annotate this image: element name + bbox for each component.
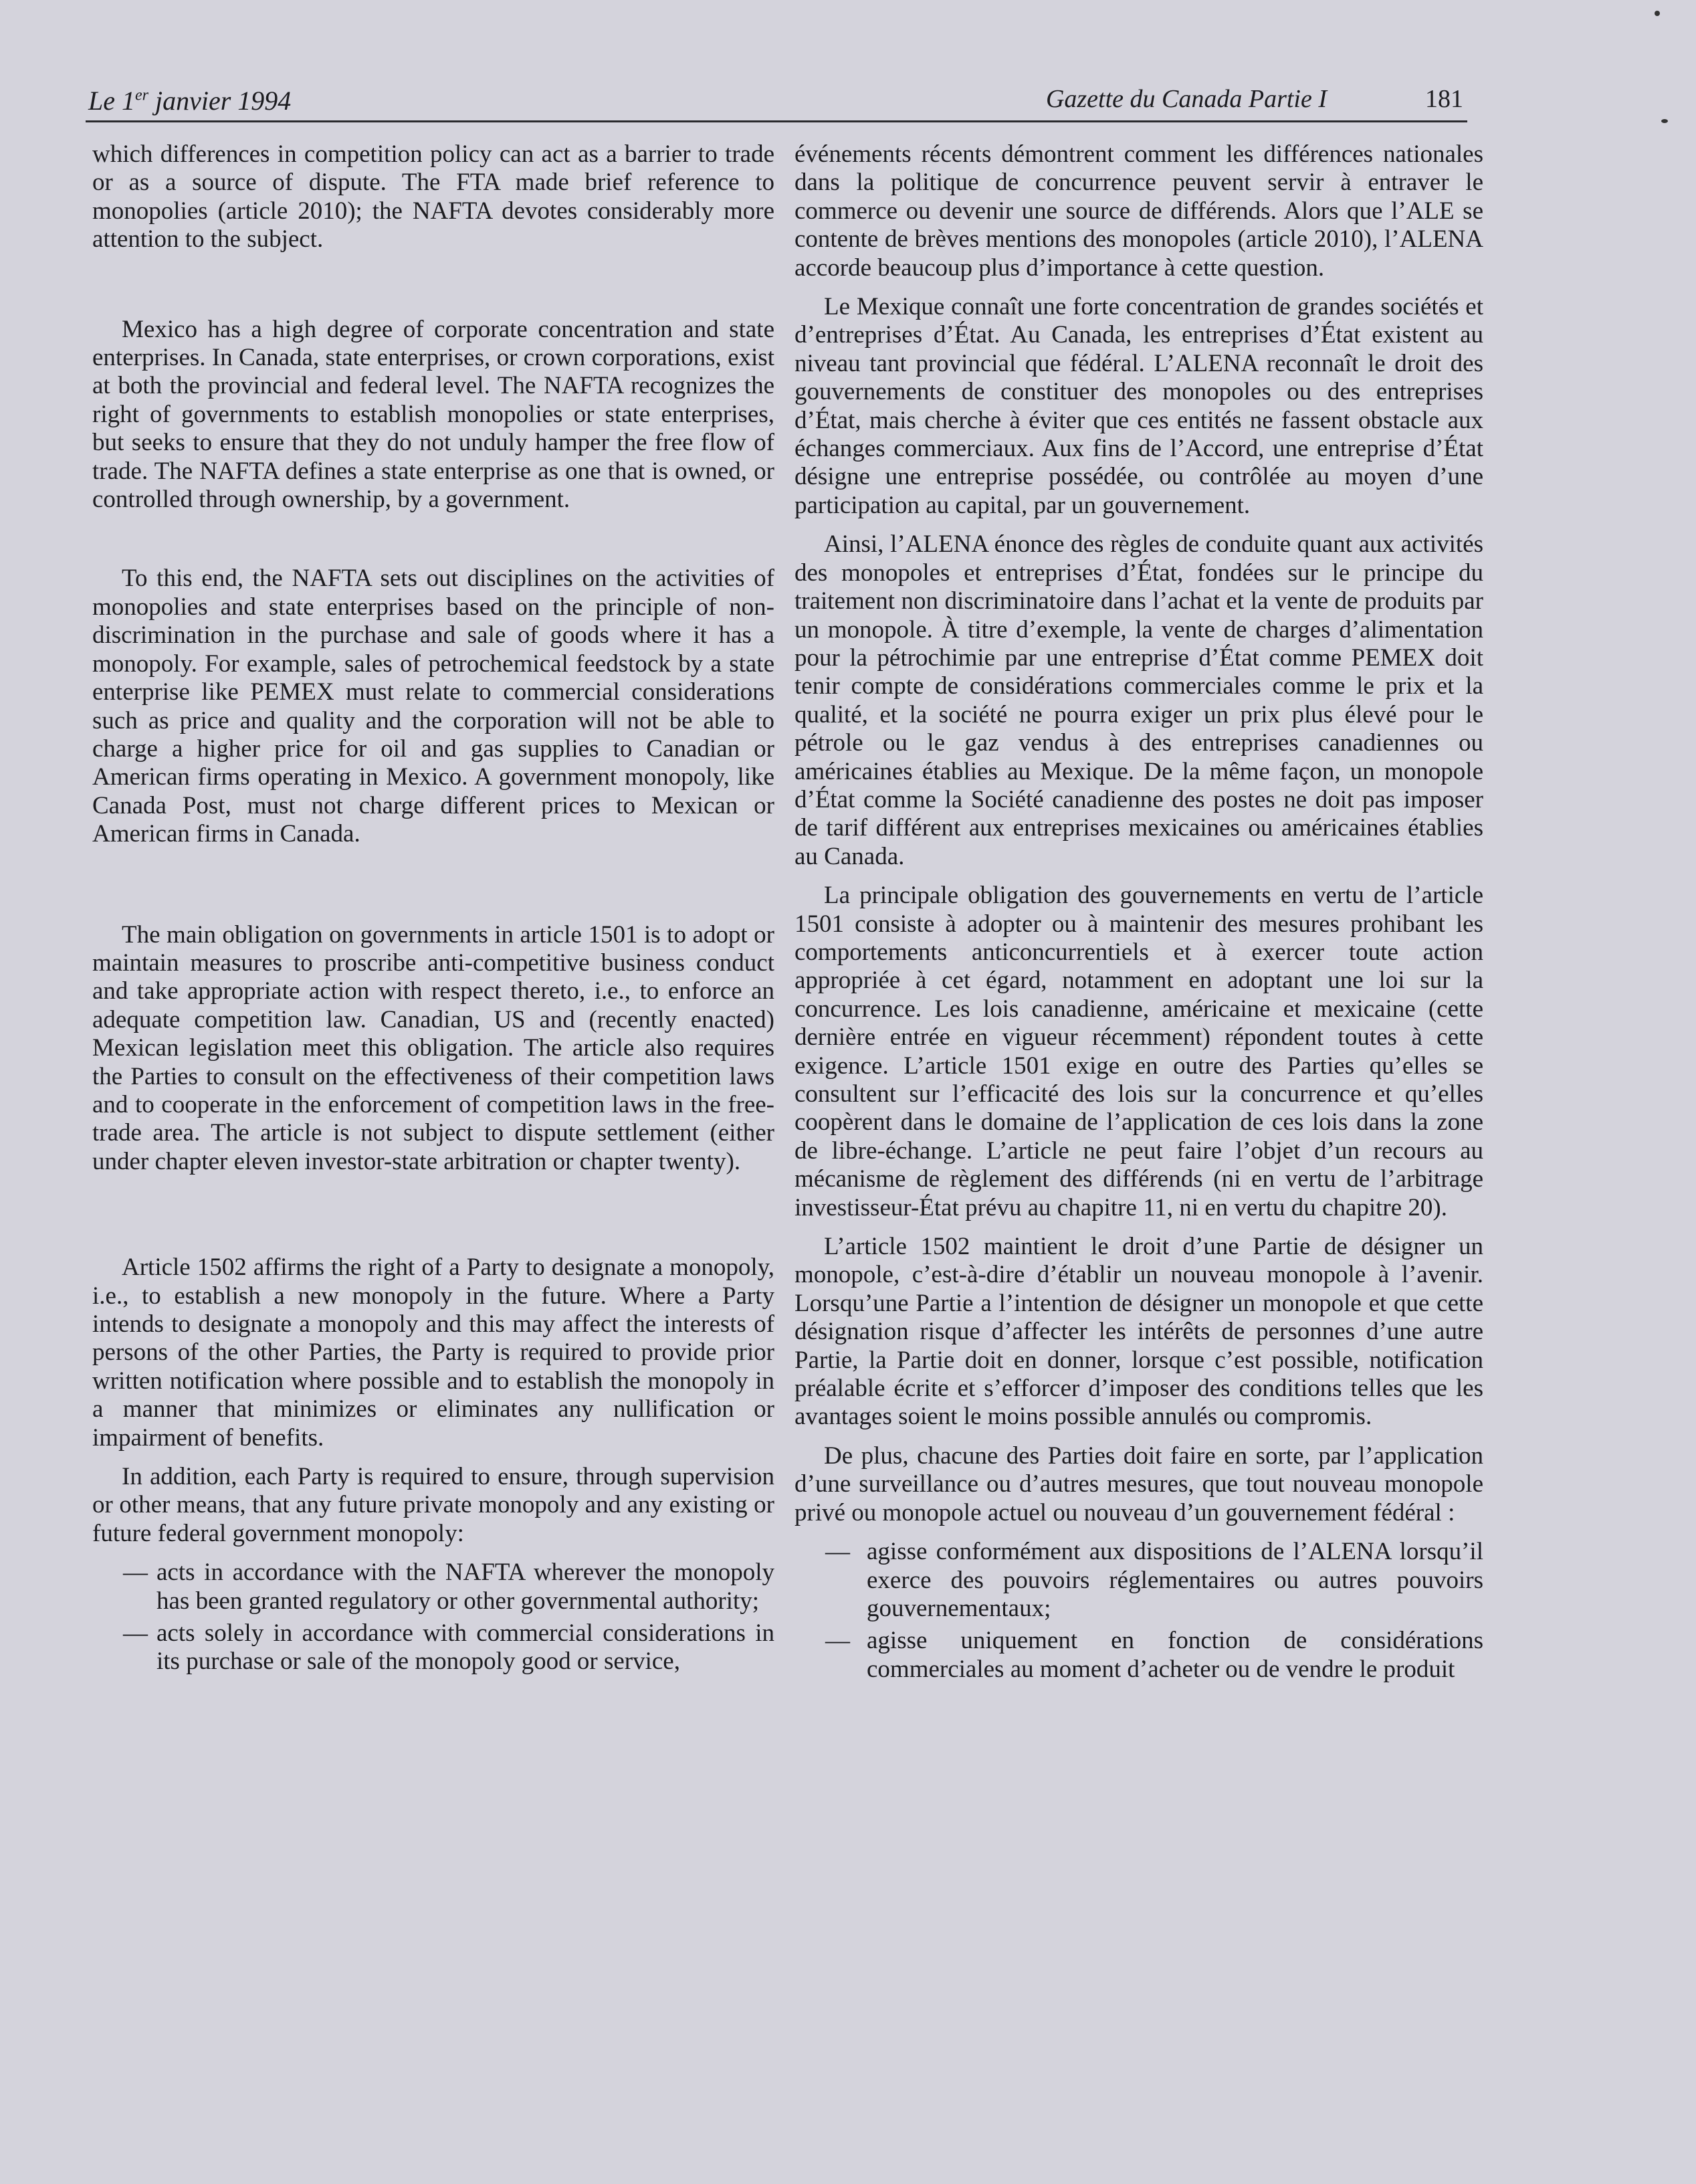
french-column — [794, 140, 1483, 1688]
date-prefix: Le 1 — [88, 86, 135, 116]
dash-marker: — — [825, 1538, 850, 1566]
en-paragraph-6: In addition, each Party is required to ensure, through supervision or other means, that any future private monopoly and any existing or future federal government monopoly: — [92, 1463, 774, 1547]
fr-bullet-text: agisse uniquement en fonction de considérations commerciales au moment d’acheter ou de vendre le produit — [867, 1627, 1483, 1683]
en-bullet-item — [92, 1619, 774, 1676]
scan-speck — [1661, 119, 1668, 123]
fr-paragraph-6: De plus, chacune des Parties doit faire en sorte, par l’application d’une surveillance ou d’autres mesures, que tout nouveau monopole privé ou monopole actuel ou nouveau d’un gouvernement fédéral : — [794, 1442, 1483, 1526]
fr-paragraph-5: L’article 1502 maintient le droit d’une Partie de désigner un monopole, c’est-à-dire d’établir un nouveau monopole à l’avenir. Lorsqu’une Partie a l’intention de désigner un monopole et que cette désignation risque d’affecter les intérêts de personnes d’une autre Partie, la Partie doit en donner, lorsque c’est possible, notification préalable écrite et s’efforcer d’imposer des conditions telles que les avantages soient le moins possible annulés ou compromis. — [794, 1233, 1483, 1431]
dash-marker: — — [123, 1619, 148, 1648]
date-superscript: er — [135, 86, 148, 104]
fr-bullet-item — [794, 1538, 1483, 1623]
en-paragraph-2: Mexico has a high degree of corporate concentration and state enterprises. In Canada, state enterprises, or crown corporations, exist at both the provincial and federal level. The NAFTA recognizes the right of governments to establish monopolies or state enterprises, but seeks to ensure that they do not unduly hamper the free flow of trade. The NAFTA defines a state enterprise as one that is owned, or controlled through ownership, by a government. — [92, 315, 774, 514]
fr-bullet-list — [794, 1538, 1483, 1684]
scan-speck — [1655, 11, 1660, 16]
dash-marker: — — [825, 1627, 850, 1655]
en-bullet-item — [92, 1559, 774, 1615]
en-paragraph-1: which differences in competition policy can act as a barrier to trade or as a source of dispute. The FTA made brief reference to monopolies (article 2010); the NAFTA devotes considerably more attention to the subject. — [92, 140, 774, 254]
issue-date — [88, 85, 291, 116]
en-paragraph-3: To this end, the NAFTA sets out disciplines on the activities of monopolies and state enterprises based on the principle of non-discrimination in the purchase and sale of goods where it has a monopoly. For example, sales of petrochemical feedstock by a state enterprise like PEMEX must relate to commercial considerations such as price and quality and the corporation will not be able to charge a higher price for oil and gas supplies to Canadian or American firms operating in Mexico. A government monopoly, like Canada Post, must not charge different prices to Mexican or American firms in Canada. — [92, 565, 774, 848]
page-header — [86, 67, 1467, 122]
en-paragraph-5: Article 1502 affirms the right of a Party to designate a monopoly, i.e., to establish a new monopoly in the future. Where a Party intends to designate a monopoly and this may affect the interests of persons of the other Parties, the Party is required to provide prior written notification where possible and to establish the monopoly in a manner that minimizes or eliminates any nullification or impairment of benefits. — [92, 1254, 774, 1452]
page-number: 181 — [1425, 85, 1463, 113]
en-bullet-text: acts in accordance with the NAFTA wherever the monopoly has been granted regulatory or other governmental authority; — [156, 1559, 774, 1615]
fr-paragraph-1: événements récents démontrent comment les différences nationales dans la politique de concurrence peuvent servir à entraver le commerce ou devenir une source de différends. Alors que l’ALE se contente de brèves mentions des monopoles (article 2010), l’ALENA accorde beaucoup plus d’importance à cette question. — [794, 140, 1483, 282]
date-suffix: janvier 1994 — [148, 86, 292, 116]
english-column — [92, 140, 774, 1680]
en-bullet-list — [92, 1559, 774, 1676]
publication-title: Gazette du Canada Partie I — [1045, 85, 1327, 113]
dash-marker: — — [123, 1559, 148, 1587]
fr-paragraph-2: Le Mexique connaît une forte concentration de grandes sociétés et d’entreprises d’État. Au Canada, les entreprises d’État existent au niveau tant provincial que fédéral. L’ALENA reconnaît le droit des gouvernements de constituer des monopoles ou des entreprises d’État, mais cherche à éviter que ces entités ne fassent obstacle aux échanges commerciaux. Aux fins de l’Accord, une entreprise d’État désigne une entreprise possédée, ou contrôlée au moyen d’une participation au capital, par un gouvernement. — [794, 293, 1483, 519]
en-paragraph-4: The main obligation on governments in article 1501 is to adopt or maintain measures to proscribe anti-competitive business conduct and take appropriate action with respect thereto, i.e., to enforce an adequate competition law. Canadian, US and (recently enacted) Mexican legislation meet this obligation. The article also requires the Parties to consult on the effectiveness of their competition laws and to cooperate in the enforcement of competition laws in the free-trade area. The article is not subject to dispute settlement (either under chapter eleven investor-state arbitration or chapter twenty). — [92, 920, 774, 1175]
fr-bullet-text: agisse conformément aux dispositions de l’ALENA lorsqu’il exerce des pouvoirs réglementaires ou autres pouvoirs gouvernementaux; — [867, 1538, 1483, 1622]
fr-bullet-item — [794, 1627, 1483, 1684]
en-bullet-text: acts solely in accordance with commercial considerations in its purchase or sale of the monopoly good or service, — [156, 1619, 774, 1676]
fr-paragraph-3: Ainsi, l’ALENA énonce des règles de conduite quant aux activités des monopoles et entreprises d’État, fondées sur le principe du traitement non discriminatoire dans l’achat et la vente de produits par un monopole. À titre d’exemple, la vente de charges d’alimentation pour la pétrochimie par une entreprise d’État comme PEMEX doit tenir compte de considérations commerciales comme le prix et la qualité, et la société ne pourra exiger un prix plus élevé pour le pétrole ou le gaz vendus à des entreprises canadiennes ou américaines établies au Mexique. De la même façon, un monopole d’État comme la Société canadienne des postes ne doit pas imposer de tarif différent aux entreprises mexicaines ou américaines établies au Canada. — [794, 530, 1483, 870]
fr-paragraph-4: La principale obligation des gouvernements en vertu de l’article 1501 consiste à adopter ou à maintenir des mesures prohibant les comportements anticoncurrentiels et à exercer toute action appropriée à cet égard, notamment en adoptant une loi sur la concurrence. Les lois canadienne, américaine et mexicaine (cette dernière entrée en vigueur récemment) répondent toutes à cette exigence. L’article 1501 exige en outre des Parties qu’elles se consultent sur l’efficacité des lois sur la concurrence et qu’elles coopèrent dans le domaine de l’application de ces lois dans la zone de libre-échange. L’article ne peut faire l’objet d’un recours au mécanisme de règlement des différends (ni en vertu de l’arbitrage investisseur-État prévu au chapitre 11, ni en vertu du chapitre 20). — [794, 882, 1483, 1221]
